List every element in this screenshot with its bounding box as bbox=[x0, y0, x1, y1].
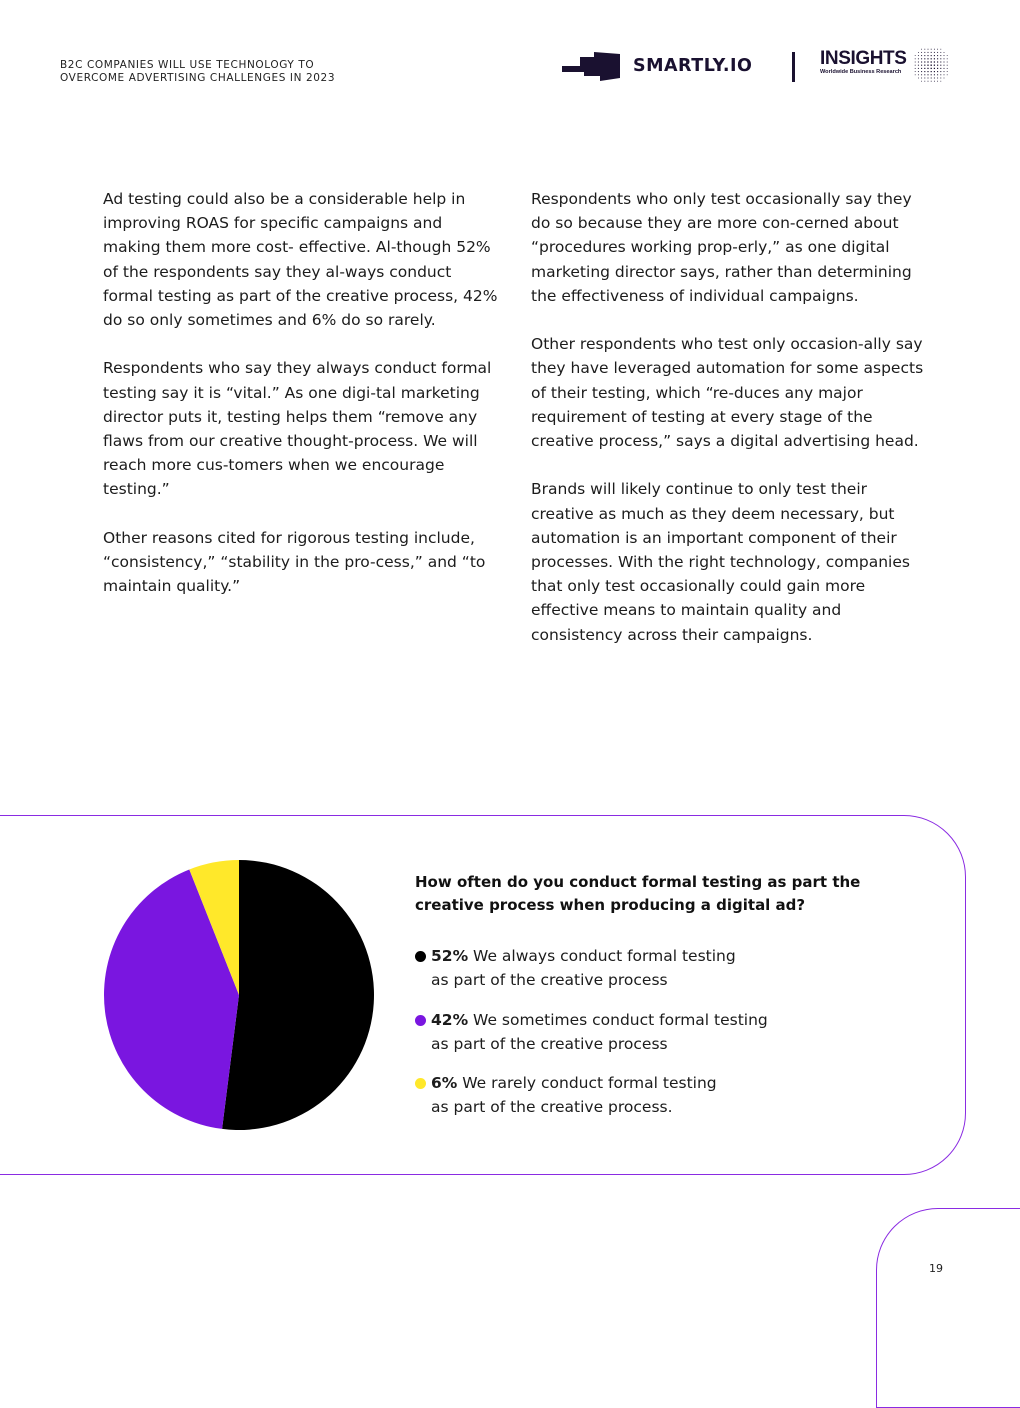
legend-percent: 6% bbox=[431, 1074, 458, 1092]
globe-icon bbox=[910, 44, 952, 86]
legend-text: We sometimes conduct formal testing bbox=[473, 1010, 768, 1029]
logo-divider bbox=[792, 52, 795, 82]
legend-text: as part of the creative process bbox=[431, 971, 668, 989]
legend-percent: 52% bbox=[431, 947, 469, 965]
smartly-mark-icon bbox=[562, 50, 620, 82]
page-number: 19 bbox=[929, 1262, 943, 1275]
left-text-column bbox=[103, 187, 498, 623]
legend-item-sometimes bbox=[415, 1008, 895, 1056]
insights-wordmark: INSIGHTS bbox=[820, 48, 907, 69]
right-text-column bbox=[531, 187, 926, 671]
legend-dot-icon bbox=[415, 1015, 426, 1026]
chart-legend bbox=[415, 944, 895, 1135]
paragraph: Other respondents who test only occasion-ally say they have leveraged automation for some aspects of their testing, which “re-duces any major requirement of testing at every stage of the creative process,” says a digital advertising head. bbox=[531, 335, 924, 451]
header-title-line1: B2C COMPANIES WILL USE TECHNOLOGY TO bbox=[60, 59, 315, 71]
smartly-wordmark: SMARTLY.IO bbox=[633, 56, 753, 76]
paragraph: Brands will likely continue to only test their creative as much as they deem necessary, but automation is an important component of their processes. With the right technology, companies that only test occasionally could gain more effective means to maintain quality and consistency across their campaigns. bbox=[531, 480, 910, 644]
legend-dot-icon bbox=[415, 1078, 426, 1089]
paragraph: Respondents who only test occasionally say they do so because they are more con-cerned about “procedures working prop-erly,” as one digital marketing director says, rather than determining the effectiveness of individual campaigns. bbox=[531, 190, 912, 305]
chart-question: How often do you conduct formal testing as part the creative process when producing a digital ad? bbox=[415, 873, 861, 914]
insights-tagline: Worldwide Business Research bbox=[820, 69, 902, 75]
header-title-line2: OVERCOME ADVERTISING CHALLENGES IN 2023 bbox=[60, 72, 336, 84]
paragraph: Ad testing could also be a considerable help in improving ROAS for specific campaigns and making them more cost- effective. Al-though 52% of the respondents say they al-ways conduct formal testing as part of the creative process, 42% do so only sometimes and 6% do so rarely. bbox=[103, 190, 498, 330]
pie-chart bbox=[102, 858, 376, 1132]
pie-slice-52-percent bbox=[222, 860, 374, 1130]
paragraph: Respondents who say they always conduct formal testing say it is “vital.” As one digi-tal marketing director puts it, testing helps them “remove any flaws from our creative thought-process. We will reach more cus-tomers when we encourage testing.” bbox=[103, 359, 492, 499]
legend-text: as part of the creative process bbox=[431, 1034, 668, 1053]
legend-text: We always conduct formal testing bbox=[473, 947, 736, 965]
smartly-logo bbox=[562, 50, 752, 82]
corner-decoration bbox=[876, 1208, 1020, 1408]
document-header bbox=[60, 59, 335, 85]
legend-text: as part of the creative process. bbox=[431, 1098, 673, 1116]
legend-item-always bbox=[415, 944, 895, 992]
legend-text: We rarely conduct formal testing bbox=[462, 1074, 717, 1092]
legend-percent: 42% bbox=[431, 1010, 469, 1029]
paragraph: Other reasons cited for rigorous testing include, “consistency,” “stability in the pro-cess,” and “to maintain quality.” bbox=[103, 528, 486, 596]
legend-item-rarely bbox=[415, 1071, 895, 1119]
insights-logo bbox=[820, 49, 907, 76]
legend-dot-icon bbox=[415, 951, 426, 962]
